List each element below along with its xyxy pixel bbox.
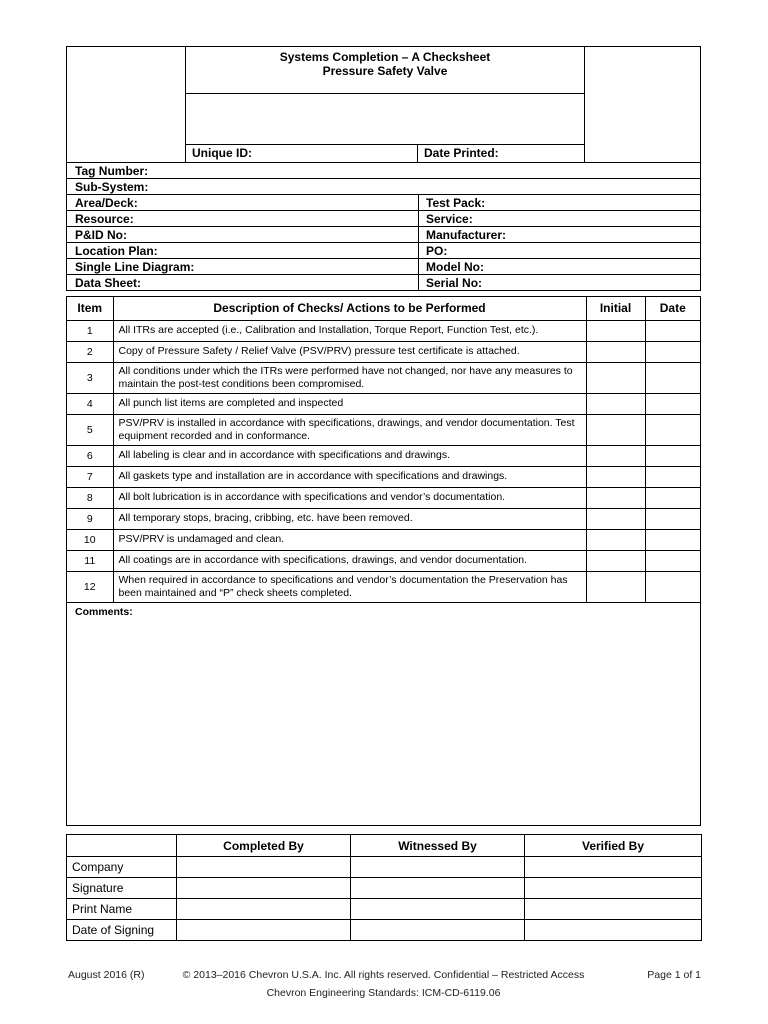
col-date-header: Date bbox=[645, 297, 700, 320]
check-date-cell[interactable] bbox=[645, 571, 700, 602]
signoff-entry-cell[interactable] bbox=[351, 899, 525, 920]
footer-page-number: Page 1 of 1 bbox=[647, 969, 701, 981]
info-row[interactable] bbox=[67, 275, 700, 291]
check-item-number: 5 bbox=[67, 414, 113, 445]
signoff-entry-cell[interactable] bbox=[177, 899, 351, 920]
checks-block bbox=[66, 296, 701, 826]
check-initial-cell[interactable] bbox=[586, 445, 645, 466]
check-description: When required in accordance to specifications and vendor’s documentation the Preservation has been maintained and “P” check sheets completed. bbox=[113, 571, 586, 602]
check-description: All bolt lubrication is in accordance with specifications and vendor’s documentation. bbox=[113, 487, 586, 508]
signoff-entry-cell[interactable] bbox=[177, 920, 351, 941]
check-initial-cell[interactable] bbox=[586, 393, 645, 414]
check-initial-cell[interactable] bbox=[586, 571, 645, 602]
header-block bbox=[66, 46, 701, 163]
info-label-right: Service: bbox=[418, 211, 473, 226]
check-date-cell[interactable] bbox=[645, 341, 700, 362]
check-date-cell[interactable] bbox=[645, 414, 700, 445]
check-initial-cell[interactable] bbox=[586, 362, 645, 393]
check-item-number: 2 bbox=[67, 341, 113, 362]
info-label-left: Area/Deck: bbox=[75, 196, 138, 210]
comments-label: Comments: bbox=[75, 605, 133, 618]
signoff-entry-cell[interactable] bbox=[177, 878, 351, 899]
info-label-right: Model No: bbox=[418, 259, 484, 274]
check-row bbox=[67, 508, 700, 529]
col-item-header: Item bbox=[67, 297, 113, 320]
check-initial-cell[interactable] bbox=[586, 550, 645, 571]
info-label-right: Test Pack: bbox=[418, 195, 485, 210]
signoff-table bbox=[66, 834, 702, 941]
info-label-left: P&ID No: bbox=[75, 228, 127, 242]
check-description: All ITRs are accepted (i.e., Calibration and Installation, Torque Report, Function Test, etc.). bbox=[113, 320, 586, 341]
signoff-entry-cell[interactable] bbox=[525, 878, 702, 899]
check-initial-cell[interactable] bbox=[586, 529, 645, 550]
check-description: All conditions under which the ITRs were performed have not changed, nor have any measures to maintain the post-test conditions been compromised. bbox=[113, 362, 586, 393]
info-label-right: PO: bbox=[418, 243, 447, 258]
unique-id-label: Unique ID: bbox=[192, 146, 252, 160]
check-item-number: 9 bbox=[67, 508, 113, 529]
header-blank-cell bbox=[186, 94, 584, 145]
info-label-left: Single Line Diagram: bbox=[75, 260, 195, 274]
check-item-number: 12 bbox=[67, 571, 113, 602]
check-initial-cell[interactable] bbox=[586, 466, 645, 487]
date-printed-label: Date Printed: bbox=[424, 146, 499, 160]
signoff-row-label: Company bbox=[67, 857, 177, 878]
check-description: PSV/PRV is undamaged and clean. bbox=[113, 529, 586, 550]
footer-copyright: © 2013–2016 Chevron U.S.A. Inc. All rights reserved. Confidential – Restricted Access bbox=[182, 969, 585, 981]
col-witnessed-by: Witnessed By bbox=[351, 835, 525, 857]
signoff-entry-cell[interactable] bbox=[351, 878, 525, 899]
check-initial-cell[interactable] bbox=[586, 320, 645, 341]
check-row bbox=[67, 414, 700, 445]
col-description-header: Description of Checks/ Actions to be Performed bbox=[113, 297, 586, 320]
check-description: All labeling is clear and in accordance with specifications and drawings. bbox=[113, 445, 586, 466]
checks-table bbox=[67, 297, 700, 603]
signoff-entry-cell[interactable] bbox=[525, 899, 702, 920]
logo-cell bbox=[67, 47, 186, 162]
check-date-cell[interactable] bbox=[645, 529, 700, 550]
check-description: Copy of Pressure Safety / Relief Valve (PSV/PRV) pressure test certificate is attached. bbox=[113, 341, 586, 362]
footer-date: August 2016 (R) bbox=[68, 969, 145, 981]
document-title bbox=[186, 47, 584, 94]
signoff-entry-cell[interactable] bbox=[525, 920, 702, 941]
col-verified-by: Verified By bbox=[525, 835, 702, 857]
footer-standard: Chevron Engineering Standards: ICM-CD-6119.06 bbox=[266, 987, 501, 999]
signoff-entry-cell[interactable] bbox=[351, 857, 525, 878]
signoff-entry-cell[interactable] bbox=[351, 920, 525, 941]
check-description: PSV/PRV is installed in accordance with specifications, drawings, and vendor documentation. Test equipment recorded and in conformance. bbox=[113, 414, 586, 445]
signoff-row bbox=[67, 899, 702, 920]
info-label-left: Data Sheet: bbox=[75, 276, 142, 290]
check-date-cell[interactable] bbox=[645, 362, 700, 393]
check-item-number: 3 bbox=[67, 362, 113, 393]
signoff-corner bbox=[67, 835, 177, 857]
check-row bbox=[67, 341, 700, 362]
info-label-left: Location Plan: bbox=[75, 244, 158, 258]
check-row bbox=[67, 445, 700, 466]
signoff-row-label: Date of Signing bbox=[67, 920, 177, 941]
info-label-right: Manufacturer: bbox=[418, 227, 506, 242]
check-item-number: 4 bbox=[67, 393, 113, 414]
title-line-2: Pressure Safety Valve bbox=[322, 64, 448, 78]
header-right-cell bbox=[584, 47, 700, 162]
check-description: All punch list items are completed and inspected bbox=[113, 393, 586, 414]
unique-id-field[interactable] bbox=[186, 145, 418, 162]
check-initial-cell[interactable] bbox=[586, 487, 645, 508]
check-date-cell[interactable] bbox=[645, 487, 700, 508]
info-label-left: Tag Number: bbox=[75, 164, 149, 178]
check-description: All gaskets type and installation are in accordance with specifications and drawings. bbox=[113, 466, 586, 487]
check-date-cell[interactable] bbox=[645, 466, 700, 487]
check-date-cell[interactable] bbox=[645, 508, 700, 529]
check-row bbox=[67, 393, 700, 414]
check-description: All temporary stops, bracing, cribbing, etc. have been removed. bbox=[113, 508, 586, 529]
info-row[interactable] bbox=[67, 163, 700, 179]
info-row[interactable] bbox=[67, 259, 700, 275]
signoff-entry-cell[interactable] bbox=[177, 857, 351, 878]
signoff-row bbox=[67, 857, 702, 878]
info-row[interactable] bbox=[67, 243, 700, 259]
signoff-row-label: Print Name bbox=[67, 899, 177, 920]
check-date-cell[interactable] bbox=[645, 550, 700, 571]
col-initial-header: Initial bbox=[586, 297, 645, 320]
check-row bbox=[67, 529, 700, 550]
info-label-right: Serial No: bbox=[418, 275, 482, 291]
signoff-row bbox=[67, 920, 702, 941]
check-initial-cell[interactable] bbox=[586, 414, 645, 445]
check-initial-cell[interactable] bbox=[586, 341, 645, 362]
check-item-number: 1 bbox=[67, 320, 113, 341]
col-completed-by: Completed By bbox=[177, 835, 351, 857]
info-row[interactable] bbox=[67, 211, 700, 227]
title-line-1: Systems Completion – A Checksheet bbox=[279, 50, 491, 64]
check-initial-cell[interactable] bbox=[586, 508, 645, 529]
check-item-number: 11 bbox=[67, 550, 113, 571]
check-item-number: 7 bbox=[67, 466, 113, 487]
info-label-left: Resource: bbox=[75, 212, 134, 226]
check-item-number: 6 bbox=[67, 445, 113, 466]
check-date-cell[interactable] bbox=[645, 393, 700, 414]
check-description: All coatings are in accordance with specifications, drawings, and vendor documentation. bbox=[113, 550, 586, 571]
check-row bbox=[67, 571, 700, 602]
check-item-number: 10 bbox=[67, 529, 113, 550]
check-row bbox=[67, 487, 700, 508]
equipment-info-block bbox=[66, 162, 701, 291]
info-row[interactable] bbox=[67, 227, 700, 243]
check-row bbox=[67, 466, 700, 487]
check-row bbox=[67, 550, 700, 571]
check-date-cell[interactable] bbox=[645, 445, 700, 466]
signoff-row bbox=[67, 878, 702, 899]
info-row[interactable] bbox=[67, 195, 700, 211]
date-printed-field[interactable] bbox=[418, 145, 584, 162]
check-row bbox=[67, 362, 700, 393]
check-item-number: 8 bbox=[67, 487, 113, 508]
check-row bbox=[67, 320, 700, 341]
signoff-row-label: Signature bbox=[67, 878, 177, 899]
info-row[interactable] bbox=[67, 179, 700, 195]
info-label-left: Sub-System: bbox=[75, 180, 149, 194]
signoff-entry-cell[interactable] bbox=[525, 857, 702, 878]
check-date-cell[interactable] bbox=[645, 320, 700, 341]
